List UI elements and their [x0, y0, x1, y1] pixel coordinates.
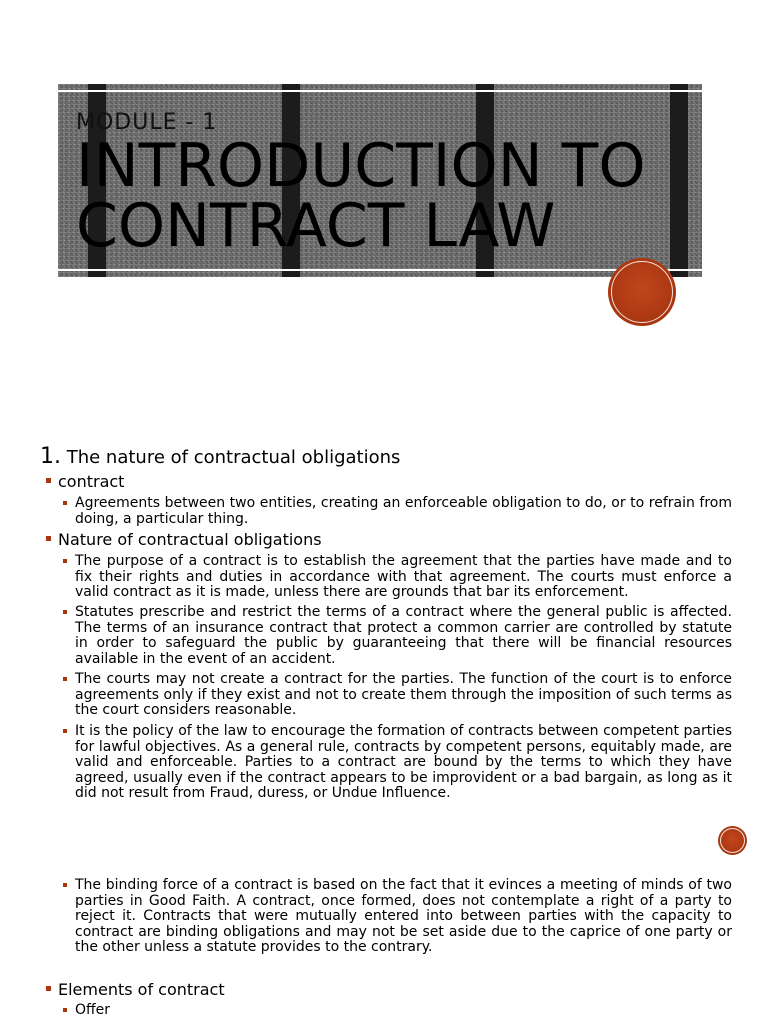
- bullet-elements: Elements of contract: [46, 980, 225, 1000]
- banner-rail-top: [58, 90, 702, 92]
- bullet-nature-policy: It is the policy of the law to encourage the formation of contracts between competent parties for lawful objectives. As a general rule, contracts by competent persons, equitably made, are valid and enforceable. Parties to a contract are bound by the terms to which they have agreed, usually even if the contract appears to be improvident or a bad bargain, as long as it did not result from Fraud, duress, or Undue Influence.: [63, 724, 732, 802]
- section-heading: [40, 444, 400, 469]
- bullet-nature-courts: The courts may not create a contract for the parties. The function of the court is to enforce agreements only if they exist and not to create them through the imposition of such terms as the court considers reasonable.: [63, 672, 732, 719]
- banner-rail-bottom: [58, 269, 702, 271]
- decorative-circle: [608, 258, 676, 326]
- module-label: MODULE - 1: [76, 110, 218, 135]
- bullet-nature: Nature of contractual obligations: [46, 530, 322, 550]
- section-number: 1.: [40, 444, 61, 469]
- page-title: INTRODUCTION TO CONTRACT LAW: [76, 131, 646, 261]
- decorative-circle-small: [718, 826, 747, 855]
- bullet-nature-statutes: Statutes prescribe and restrict the terms of a contract where the general public is affected. The terms of an insurance contract that protect a common carrier are controlled by statute in order to safeguard the public by guaranteeing that there will be financial resources available in the event of an accident.: [63, 605, 732, 667]
- bullet-nature-purpose: The purpose of a contract is to establish the agreement that the parties have made and to fix their rights and duties in accordance with that agreement. The courts must enforce a valid contract as it is made, unless there are grounds that bar its enforcement.: [63, 554, 732, 601]
- bullet-nature-binding-force: The binding force of a contract is based on the fact that it evinces a meeting of minds of two parties in Good Faith. A contract, once formed, does not contemplate a right of a party to reject it. Contracts that were mutually entered into between parties with the capacity to contract are binding obligations and may not be set aside due to the caprice of one party or the other unless a statute provides to the contrary.: [63, 878, 732, 956]
- bullet-contract: contract: [46, 472, 124, 492]
- bullet-elements-offer: Offer: [63, 1003, 732, 1019]
- bullet-contract-definition: Agreements between two entities, creating an enforceable obligation to do, or to refrain from doing, a particular thing.: [63, 496, 732, 527]
- section-title: The nature of contractual obligations: [66, 447, 401, 468]
